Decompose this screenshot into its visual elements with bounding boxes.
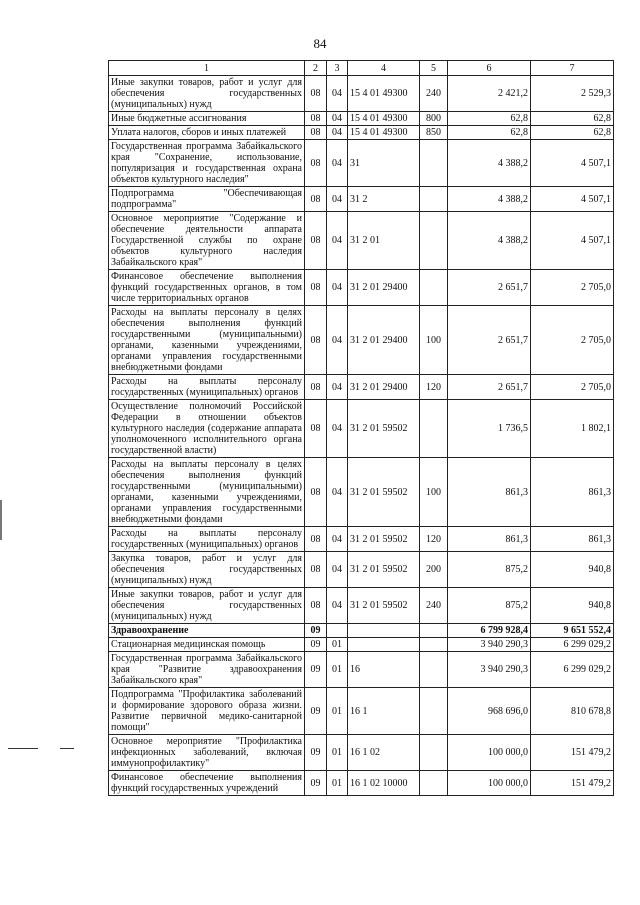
row-name-cell: Финансовое обеспечение выполнения функций государственных учреждений xyxy=(109,771,305,796)
row-name-cell: Подпрограмма "Обеспечивающая подпрограмма" xyxy=(109,187,305,212)
table-row xyxy=(109,588,614,624)
subsection-code-cell: 04 xyxy=(327,458,348,527)
table-row xyxy=(109,375,614,400)
amount-year1-cell: 861,3 xyxy=(448,458,531,527)
expense-type-cell xyxy=(420,771,448,796)
expense-type-cell xyxy=(420,400,448,458)
subsection-code-cell: 04 xyxy=(327,112,348,126)
amount-year1-cell: 3 940 290,3 xyxy=(448,638,531,652)
row-name-cell: Осуществление полномочий Российской Федерации в отношении объектов культурного наследия (содержание аппарата уполномоченного исполнительного органа государственной власти) xyxy=(109,400,305,458)
expense-type-cell: 240 xyxy=(420,588,448,624)
section-code-cell: 08 xyxy=(305,527,327,552)
subsection-code-cell: 04 xyxy=(327,588,348,624)
amount-year2-cell: 940,8 xyxy=(531,588,614,624)
subsection-code-cell: 04 xyxy=(327,187,348,212)
amount-year2-cell: 2 529,3 xyxy=(531,76,614,112)
section-code-cell: 08 xyxy=(305,400,327,458)
scan-edge xyxy=(0,500,5,540)
expense-type-cell xyxy=(420,688,448,735)
target-article-cell xyxy=(348,638,420,652)
subsection-code-cell: 04 xyxy=(327,552,348,588)
table-row xyxy=(109,638,614,652)
amount-year1-cell: 861,3 xyxy=(448,527,531,552)
expense-type-cell xyxy=(420,212,448,270)
amount-year2-cell: 6 299 029,2 xyxy=(531,652,614,688)
table-row xyxy=(109,735,614,771)
section-code-cell: 09 xyxy=(305,688,327,735)
amount-year1-cell: 62,8 xyxy=(448,126,531,140)
amount-year1-cell: 2 651,7 xyxy=(448,375,531,400)
amount-year1-cell: 4 388,2 xyxy=(448,187,531,212)
amount-year1-cell: 875,2 xyxy=(448,588,531,624)
expense-type-cell xyxy=(420,270,448,306)
subsection-code-cell: 04 xyxy=(327,126,348,140)
budget-table xyxy=(108,60,614,796)
section-code-cell: 08 xyxy=(305,140,327,187)
amount-year2-cell: 9 651 552,4 xyxy=(531,624,614,638)
subsection-code-cell: 01 xyxy=(327,638,348,652)
row-name-cell: Расходы на выплаты персоналу государственных (муниципальных) органов xyxy=(109,527,305,552)
amount-year1-cell: 4 388,2 xyxy=(448,212,531,270)
table-row xyxy=(109,552,614,588)
target-article-cell: 31 2 01 59502 xyxy=(348,588,420,624)
subsection-code-cell: 01 xyxy=(327,688,348,735)
target-article-cell: 15 4 01 49300 xyxy=(348,126,420,140)
table-row xyxy=(109,458,614,527)
amount-year2-cell: 62,8 xyxy=(531,126,614,140)
amount-year1-cell: 2 421,2 xyxy=(448,76,531,112)
target-article-cell: 31 2 xyxy=(348,187,420,212)
target-article-cell: 31 2 01 xyxy=(348,212,420,270)
subsection-code-cell: 04 xyxy=(327,270,348,306)
subsection-code-cell: 04 xyxy=(327,306,348,375)
amount-year1-cell: 875,2 xyxy=(448,552,531,588)
row-name-cell: Государственная программа Забайкальского края "Сохранение, использование, популяризация и государственная охрана объектов культурного наследия" xyxy=(109,140,305,187)
expense-type-cell: 240 xyxy=(420,76,448,112)
amount-year1-cell: 62,8 xyxy=(448,112,531,126)
section-code-cell: 08 xyxy=(305,187,327,212)
section-code-cell: 08 xyxy=(305,588,327,624)
table-row xyxy=(109,270,614,306)
target-article-cell: 31 2 01 29400 xyxy=(348,306,420,375)
expense-type-cell: 120 xyxy=(420,375,448,400)
amount-year1-cell: 2 651,7 xyxy=(448,270,531,306)
amount-year2-cell: 151 479,2 xyxy=(531,735,614,771)
subsection-code-cell: 04 xyxy=(327,375,348,400)
row-name-cell: Финансовое обеспечение выполнения функций государственных органов, в том числе территориальных органов xyxy=(109,270,305,306)
target-article-cell: 31 2 01 59502 xyxy=(348,527,420,552)
table-row xyxy=(109,400,614,458)
target-article-cell xyxy=(348,624,420,638)
expense-type-cell: 800 xyxy=(420,112,448,126)
amount-year2-cell: 2 705,0 xyxy=(531,375,614,400)
row-name-cell: Иные закупки товаров, работ и услуг для обеспечения государственных (муниципальных) нужд xyxy=(109,76,305,112)
section-code-cell: 08 xyxy=(305,458,327,527)
amount-year2-cell: 4 507,1 xyxy=(531,140,614,187)
target-article-cell: 31 2 01 29400 xyxy=(348,375,420,400)
table-row xyxy=(109,76,614,112)
row-name-cell: Государственная программа Забайкальского края "Развитие здравоохранения Забайкальского края" xyxy=(109,652,305,688)
amount-year2-cell: 4 507,1 xyxy=(531,212,614,270)
amount-year1-cell: 3 940 290,3 xyxy=(448,652,531,688)
target-article-cell: 31 2 01 29400 xyxy=(348,270,420,306)
row-name-cell: Уплата налогов, сборов и иных платежей xyxy=(109,126,305,140)
table-row xyxy=(109,112,614,126)
expense-type-cell xyxy=(420,638,448,652)
expense-type-cell: 120 xyxy=(420,527,448,552)
row-name-cell: Подпрограмма "Профилактика заболеваний и формирование здорового образа жизни. Развитие первичной медико-санитарной помощи" xyxy=(109,688,305,735)
amount-year1-cell: 6 799 928,4 xyxy=(448,624,531,638)
table-row xyxy=(109,688,614,735)
table-row xyxy=(109,652,614,688)
table-row xyxy=(109,624,614,638)
target-article-cell: 16 1 xyxy=(348,688,420,735)
column-header: 7 xyxy=(531,61,614,76)
amount-year1-cell: 100 000,0 xyxy=(448,735,531,771)
table-row xyxy=(109,187,614,212)
table-row xyxy=(109,306,614,375)
expense-type-cell xyxy=(420,652,448,688)
row-name-cell: Иные закупки товаров, работ и услуг для обеспечения государственных (муниципальных) нужд xyxy=(109,588,305,624)
table-row xyxy=(109,771,614,796)
subsection-code-cell: 04 xyxy=(327,140,348,187)
section-code-cell: 08 xyxy=(305,76,327,112)
section-code-cell: 08 xyxy=(305,306,327,375)
amount-year2-cell: 1 802,1 xyxy=(531,400,614,458)
amount-year2-cell: 62,8 xyxy=(531,112,614,126)
amount-year1-cell: 1 736,5 xyxy=(448,400,531,458)
margin-line xyxy=(60,748,74,749)
subsection-code-cell xyxy=(327,624,348,638)
subsection-code-cell: 01 xyxy=(327,652,348,688)
amount-year2-cell: 2 705,0 xyxy=(531,270,614,306)
section-code-cell: 09 xyxy=(305,652,327,688)
amount-year2-cell: 810 678,8 xyxy=(531,688,614,735)
column-header: 1 xyxy=(109,61,305,76)
section-code-cell: 09 xyxy=(305,735,327,771)
section-code-cell: 09 xyxy=(305,638,327,652)
section-code-cell: 08 xyxy=(305,375,327,400)
row-name-cell: Иные бюджетные ассигнования xyxy=(109,112,305,126)
row-name-cell: Закупка товаров, работ и услуг для обеспечения государственных (муниципальных) нужд xyxy=(109,552,305,588)
expense-type-cell: 200 xyxy=(420,552,448,588)
target-article-cell: 31 2 01 59502 xyxy=(348,400,420,458)
section-code-cell: 08 xyxy=(305,552,327,588)
row-name-cell: Расходы на выплаты персоналу государственных (муниципальных) органов xyxy=(109,375,305,400)
section-code-cell: 09 xyxy=(305,771,327,796)
amount-year2-cell: 861,3 xyxy=(531,527,614,552)
target-article-cell: 15 4 01 49300 xyxy=(348,112,420,126)
target-article-cell: 31 2 01 59502 xyxy=(348,458,420,527)
page-number: 84 xyxy=(313,36,327,51)
row-name-cell: Расходы на выплаты персоналу в целях обеспечения выполнения функций государственными (муниципальными) органами, казенными учреждениями, органами управления государственными внебюджетными фондами xyxy=(109,458,305,527)
header-row xyxy=(109,61,614,76)
table-row xyxy=(109,212,614,270)
amount-year2-cell: 4 507,1 xyxy=(531,187,614,212)
expense-type-cell: 100 xyxy=(420,306,448,375)
amount-year2-cell: 861,3 xyxy=(531,458,614,527)
column-header: 5 xyxy=(420,61,448,76)
subsection-code-cell: 04 xyxy=(327,76,348,112)
section-code-cell: 09 xyxy=(305,624,327,638)
expense-type-cell: 100 xyxy=(420,458,448,527)
table-row xyxy=(109,126,614,140)
expense-type-cell xyxy=(420,735,448,771)
section-code-cell: 08 xyxy=(305,112,327,126)
table-row xyxy=(109,140,614,187)
column-header: 2 xyxy=(305,61,327,76)
row-name-cell: Стационарная медицинская помощь xyxy=(109,638,305,652)
expense-type-cell xyxy=(420,624,448,638)
subsection-code-cell: 04 xyxy=(327,212,348,270)
subsection-code-cell: 01 xyxy=(327,771,348,796)
amount-year1-cell: 2 651,7 xyxy=(448,306,531,375)
margin-line xyxy=(8,748,38,749)
row-name-cell: Основное мероприятие "Содержание и обеспечение деятельности аппарата Государственной службы по охране объектов культурного наследия Забайкальского края" xyxy=(109,212,305,270)
column-header: 4 xyxy=(348,61,420,76)
section-code-cell: 08 xyxy=(305,126,327,140)
target-article-cell: 15 4 01 49300 xyxy=(348,76,420,112)
amount-year2-cell: 151 479,2 xyxy=(531,771,614,796)
expense-type-cell: 850 xyxy=(420,126,448,140)
target-article-cell: 16 1 02 10000 xyxy=(348,771,420,796)
table-row xyxy=(109,527,614,552)
amount-year1-cell: 4 388,2 xyxy=(448,140,531,187)
target-article-cell: 16 xyxy=(348,652,420,688)
target-article-cell: 31 2 01 59502 xyxy=(348,552,420,588)
row-name-cell: Основное мероприятие "Профилактика инфекционных заболеваний, включая иммунопрофилактику" xyxy=(109,735,305,771)
row-name-cell: Здравоохранение xyxy=(109,624,305,638)
section-code-cell: 08 xyxy=(305,212,327,270)
column-header: 3 xyxy=(327,61,348,76)
expense-type-cell xyxy=(420,187,448,212)
amount-year2-cell: 940,8 xyxy=(531,552,614,588)
expense-type-cell xyxy=(420,140,448,187)
target-article-cell: 16 1 02 xyxy=(348,735,420,771)
row-name-cell: Расходы на выплаты персоналу в целях обеспечения выполнения функций государственными (муниципальными) органами, казенными учреждениями, органами управления государственными внебюджетными фондами xyxy=(109,306,305,375)
amount-year2-cell: 6 299 029,2 xyxy=(531,638,614,652)
amount-year2-cell: 2 705,0 xyxy=(531,306,614,375)
amount-year1-cell: 100 000,0 xyxy=(448,771,531,796)
target-article-cell: 31 xyxy=(348,140,420,187)
subsection-code-cell: 04 xyxy=(327,400,348,458)
section-code-cell: 08 xyxy=(305,270,327,306)
subsection-code-cell: 01 xyxy=(327,735,348,771)
amount-year1-cell: 968 696,0 xyxy=(448,688,531,735)
column-header: 6 xyxy=(448,61,531,76)
subsection-code-cell: 04 xyxy=(327,527,348,552)
